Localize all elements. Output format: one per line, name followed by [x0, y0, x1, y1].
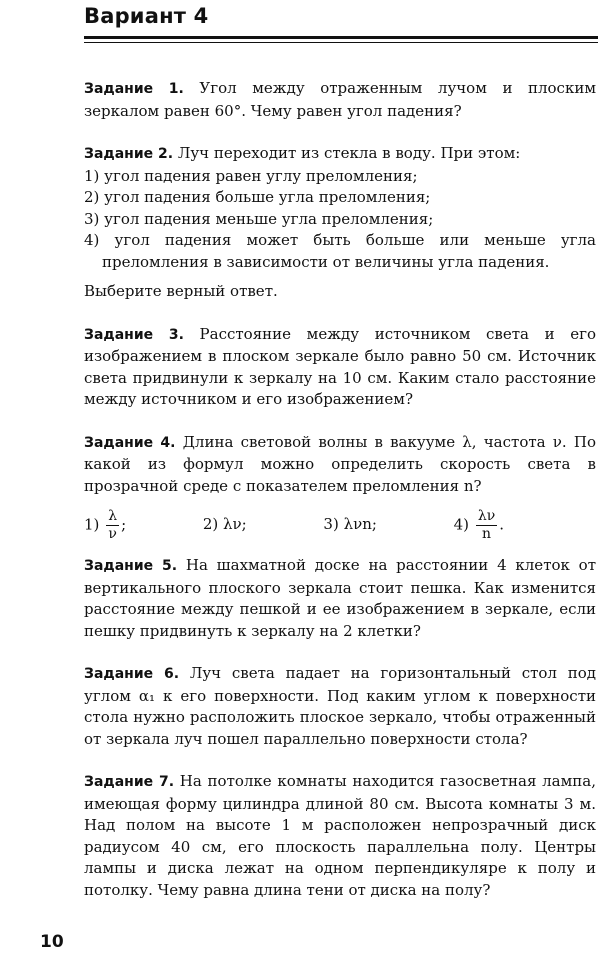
page-title: Вариант 4	[84, 4, 209, 28]
task-label: Задание 3.	[84, 326, 184, 343]
tasks-content	[84, 78, 596, 922]
task-text: На шахматной доске на расстоянии 4 клеток от вертикального плоского зеркала стоит пешка. Как изменится расстояние между пешкой и ее изображением в зеркале, если пешку придвинуть к зеркалу на 2 клетки?	[84, 556, 597, 640]
header-rule-thick	[84, 36, 598, 39]
option-prefix: 1)	[84, 515, 100, 533]
task-label: Задание 5.	[84, 558, 178, 574]
fraction	[106, 508, 119, 543]
task-text: Расстояние между источником света и его изображением в плоском зеркале было равно 50 см. Источник света придвинули к зеркалу на 10 см. Каким стало расстояние между источником и его изображением?	[84, 324, 596, 408]
task-label: Задание 6.	[84, 666, 180, 682]
task-label: Задание 7.	[84, 774, 175, 790]
task-1	[84, 78, 596, 122]
fraction-numerator: λ	[108, 507, 118, 524]
answer-option: 4) угол падения может быть больше или меньше угла преломления в зависимости от величины угла падения.	[84, 231, 596, 271]
fraction-denominator: n	[482, 525, 492, 542]
task-text: Угол между отраженным лучом и плоским зеркалом равен 60°. Чему равен угол падения?	[84, 79, 596, 120]
formula-options	[84, 503, 504, 547]
formula-option-4	[454, 508, 504, 543]
option-prefix: 4)	[453, 515, 470, 533]
answer-option: 2) угол падения больше угла преломления;	[84, 188, 431, 206]
task-label: Задание 2.	[84, 146, 174, 162]
option-suffix: .	[499, 515, 504, 533]
answer-option: 1) угол падения равен углу преломления;	[84, 166, 418, 185]
formula-option-2: 2) λν;	[202, 515, 247, 534]
task-7	[84, 771, 596, 901]
task-4	[84, 432, 596, 548]
option-suffix: ;	[121, 515, 127, 533]
formula-option-3: 3) λνn;	[323, 515, 377, 534]
task-6	[84, 663, 596, 750]
task-3	[84, 324, 596, 411]
task-5	[84, 555, 596, 642]
task-label: Задание 4.	[84, 434, 176, 451]
header-rule-thin	[84, 42, 598, 43]
fraction-denominator: ν	[108, 525, 117, 542]
task-text: На потолке комнаты находится газосветная лампа, имеющая форму цилиндра длиной 80 см. Высота комнаты 3 м. Над полом на высоте 1 м расположен непрозрачный диск радиусом 40 см, его плоскость параллельна полу. Центры лампы и диска лежат на одном перпендикуляре к полу и потолку. Чему равна длина тени от диска на полу?	[84, 772, 596, 899]
fraction-numerator: λν	[477, 507, 496, 524]
task-2	[84, 143, 596, 303]
formula-option-1	[84, 508, 126, 543]
task-text: Длина световой волны в вакууме λ, частота ν. По какой из формул можно определить скорость света в прозрачной среде с показателем преломления n?	[84, 432, 596, 495]
task-instruction: Выберите верный ответ.	[84, 282, 278, 300]
fraction	[476, 508, 497, 543]
page-number: 10	[40, 932, 64, 952]
task-label: Задание 1.	[84, 81, 184, 97]
task-text: Луч света падает на горизонтальный стол под углом α₁ к его поверхности. Под каким углом к поверхности стола нужно расположить плоское зеркало, чтобы отраженный от зеркала луч пошел параллельно поверхности стола?	[84, 664, 596, 748]
answer-option: 3) угол падения меньше угла преломления;	[84, 209, 434, 228]
task-text: Луч переходит из стекла в воду. При этом:	[177, 144, 521, 162]
